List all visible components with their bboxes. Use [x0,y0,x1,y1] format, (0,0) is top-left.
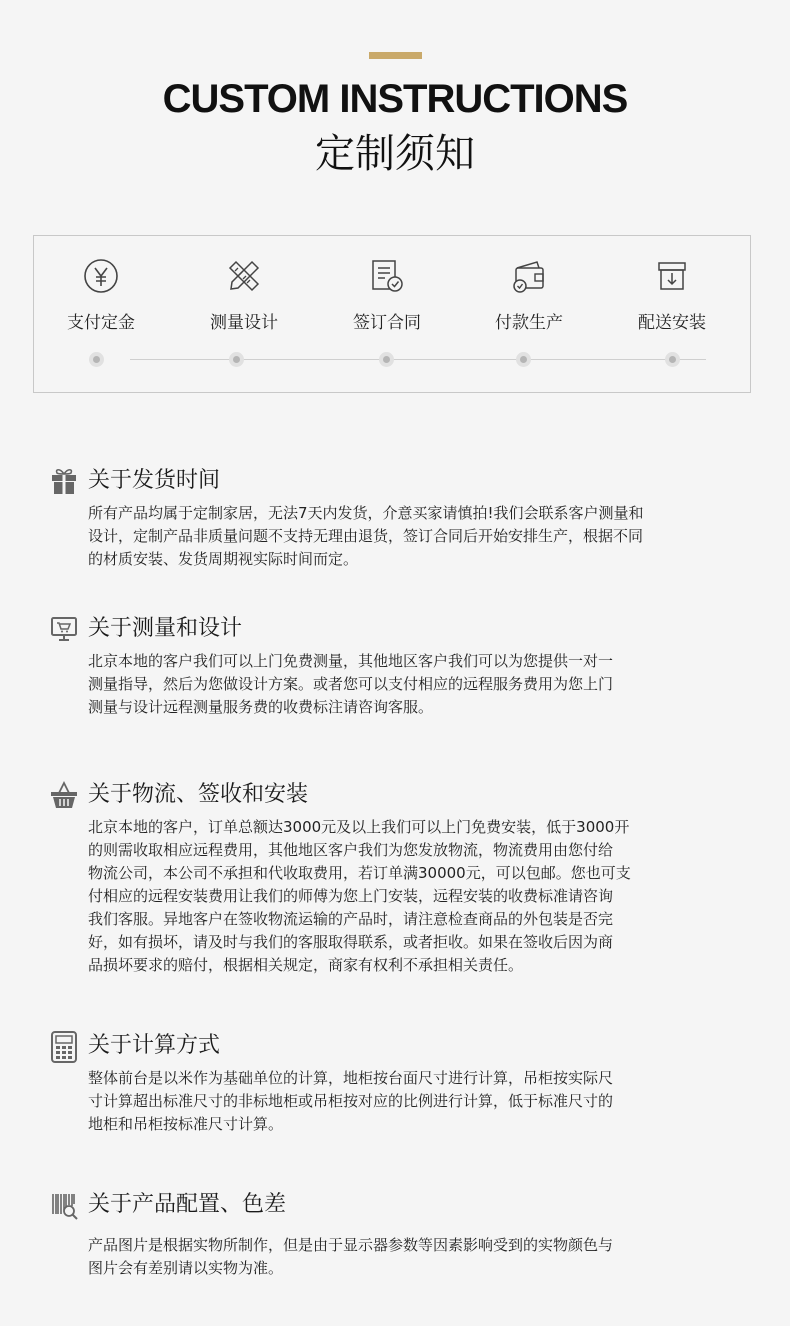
body-line: 北京本地的客户，订单总额达3000元及以上我们可以上门免费安装，低于3000开 [88,818,630,836]
body-line: 品损坏要求的赔付，根据相关规定，商家有权利不承担相关责任。 [88,956,524,974]
barcode-search-icon [50,1190,78,1220]
progress-dot [89,352,104,367]
body-line: 设计，定制产品非质量问题不支持无理由退货，签订合同后开始安排生产，根据不同 [88,527,644,545]
step-label: 签订合同 [353,313,421,333]
section-title: 关于发货时间 [88,468,221,493]
section-title: 关于测量和设计 [88,616,243,641]
wallet-icon [511,258,547,294]
accent-bar [369,52,422,59]
body-line: 测量指导，然后为您做设计方案。或者您可以支付相应的远程服务费用为您上门 [88,675,614,693]
section-body [88,1234,748,1280]
yen-coin-icon [83,258,119,294]
step-label: 配送安装 [638,313,706,333]
body-line: 好，如有损坏，请及时与我们的客服取得联系，或者拒收。如果在签收后因为商 [88,933,614,951]
body-line: 地柜和吊柜按标准尺寸计算。 [88,1115,284,1133]
body-line: 所有产品均属于定制家居，无法7天内发货，介意买家请慎拍!我们会联系客户测量和 [88,504,644,522]
body-line: 测量与设计远程测量服务费的收费标注请咨询客服。 [88,698,434,716]
step-label: 测量设计 [210,313,278,333]
delivery-box-icon [654,258,690,294]
body-line: 产品图片是根据实物所制作，但是由于显示器参数等因素影响受到的实物颜色与 [88,1236,614,1254]
body-line: 物流公司，本公司不承担和代收取费用，若订单满30000元，可以包邮。您也可支 [88,864,631,882]
contract-icon [369,258,405,294]
progress-track [130,359,706,360]
basket-icon [50,780,78,810]
section-body [88,502,748,571]
body-line: 图片会有差别请以实物为准。 [88,1259,284,1277]
body-line: 北京本地的客户我们可以上门免费测量，其他地区客户我们可以为您提供一对一 [88,652,614,670]
section-title: 关于计算方式 [88,1033,221,1058]
ruler-pencil-icon [226,258,262,294]
progress-dot [379,352,394,367]
section-body [88,650,748,719]
body-line: 我们客服。异地客户在签收物流运输的产品时，请注意检查商品的外包装是否完 [88,910,614,928]
progress-dot [229,352,244,367]
progress-dot [665,352,680,367]
section-body [88,1067,748,1136]
body-line: 整体前台是以米作为基础单位的计算，地柜按台面尺寸进行计算，吊柜按实际尺 [88,1069,614,1087]
section-title: 关于产品配置、色差 [88,1192,287,1217]
calculator-icon [50,1031,78,1061]
section-body [88,816,748,977]
progress-dot [516,352,531,367]
step-label: 支付定金 [67,313,135,333]
section-title: 关于物流、签收和安装 [88,782,309,807]
page-title-cn: 定制须知 [315,131,475,177]
gift-icon [50,466,78,496]
step-label: 付款生产 [495,313,563,333]
monitor-cart-icon [50,614,78,644]
page-title-en: CUSTOM INSTRUCTIONS [162,77,628,121]
body-line: 付相应的远程安装费用让我们的师傅为您上门安装，远程安装的收费标准请咨询 [88,887,614,905]
process-steps-panel [33,235,751,393]
body-line: 的则需收取相应远程费用，其他地区客户我们为您发放物流，物流费用由您付给 [88,841,614,859]
body-line: 寸计算超出标准尺寸的非标地柜或吊柜按对应的比例进行计算，低于标准尺寸的 [88,1092,614,1110]
body-line: 的材质安装、发货周期视实际时间而定。 [88,550,359,568]
